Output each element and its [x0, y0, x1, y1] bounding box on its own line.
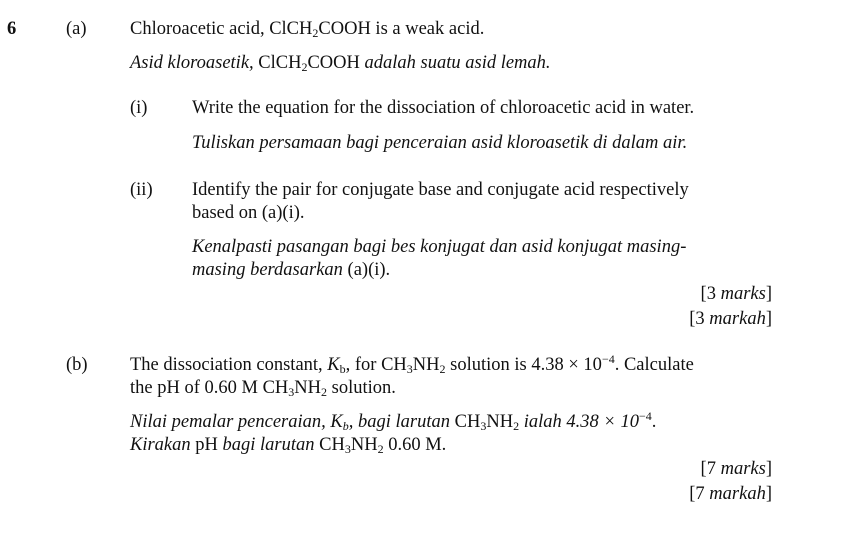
part-a-stem-ms: Asid kloroasetik, ClCH$_2$COOH adalah suatu asid lemah. [130, 53, 551, 74]
part-a-marks-ms: [3 markah] [689, 309, 772, 329]
part-b-text-ms-2: Kirakan pH bagi larutan $CH_3NH_2$ 0.60 M. [130, 435, 447, 456]
question-number: 6 [7, 19, 17, 39]
part-a-ii-text-ms-2: masing berdasarkan (a)(i). [192, 260, 391, 280]
part-a-stem-en: Chloroacetic acid, ClCH$_2$COOH is a weak acid. [130, 19, 485, 40]
part-a-label: (a) [66, 19, 87, 39]
part-a-ii-label: (ii) [130, 180, 153, 200]
part-b-text-ms-1: Nilai pemalar penceraian, $K_b$, bagi larutan $CH_3NH_2$ ialah $4.38 \times 10^{-4}$. [130, 409, 657, 433]
part-a-i-text-ms: Tuliskan persamaan bagi penceraian asid kloroasetik di dalam air. [192, 133, 688, 153]
part-a-marks-en: [3 marks] [700, 284, 772, 304]
part-b-marks-en: [7 marks] [700, 459, 772, 479]
part-a-ii-text-en-2: based on (a)(i). [192, 203, 305, 223]
part-b-text-en-1: The dissociation constant, $K_b$, for $CH_3NH_2$ solution is $4.38 \times 10^{-4}$. Calculate [130, 352, 694, 376]
part-a-i-label: (i) [130, 98, 148, 118]
part-a-i-text-en: Write the equation for the dissociation of chloroacetic acid in water. [192, 98, 695, 118]
part-b-text-en-2: the pH of 0.60 M $CH_3NH_2$ solution. [130, 378, 396, 399]
part-a-ii-text-ms-1: Kenalpasti pasangan bagi bes konjugat dan asid konjugat masing- [192, 237, 687, 257]
part-b-marks-ms: [7 markah] [689, 484, 772, 504]
part-a-ii-text-en-1: Identify the pair for conjugate base and conjugate acid respectively [192, 180, 689, 200]
part-b-label: (b) [66, 355, 88, 375]
